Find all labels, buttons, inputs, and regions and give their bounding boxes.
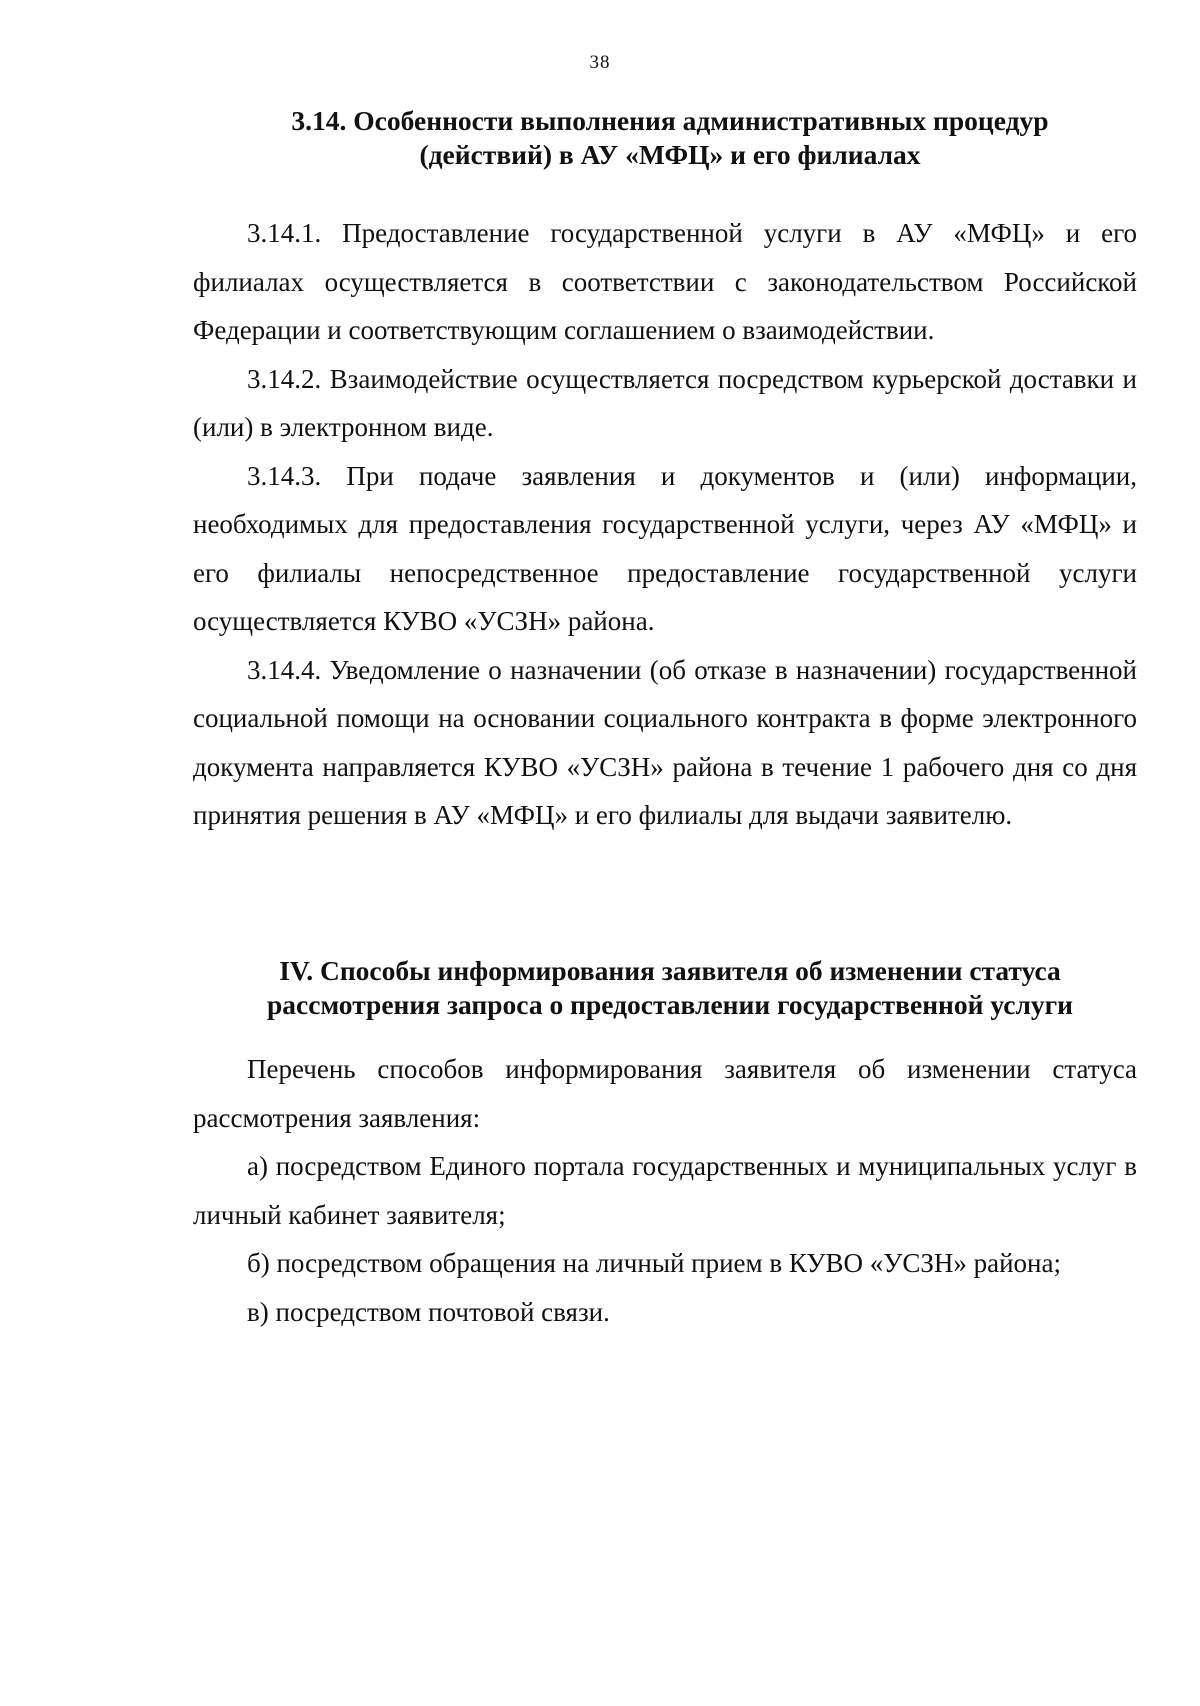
section-iv-heading-line-2: рассмотрения запроса о предоставлении государственной услуги xyxy=(266,989,1073,1020)
section-iv-heading-line-1: IV. Способы информирования заявителя об изменении статуса xyxy=(279,955,1061,986)
list-item-b: б) посредством обращения на личный прием в КУВО «УСЗН» района; xyxy=(247,1248,1061,1278)
paragraph-3-14-2: 3.14.2. Взаимодействие осуществляется посредством курьерской доставки и (или) в электронном виде. xyxy=(193,363,1137,442)
list-item-c: в) посредством почтовой связи. xyxy=(247,1296,610,1327)
section-3-14-body xyxy=(193,209,1137,840)
section-3-14-heading xyxy=(190,104,1150,172)
section-3-14-heading-line-2: (действий) в АУ «МФЦ» и его филиалах xyxy=(419,139,921,170)
page-number: 38 xyxy=(589,52,611,73)
section-3-14-heading-line-1: 3.14. Особенности выполнения административных процедур xyxy=(291,105,1049,136)
paragraph-3-14-4: 3.14.4. Уведомление о назначении (об отказе в назначении) государственной социальной помощи на основании социального контракта в форме электронного документа направляется КУВО «УСЗН» района в течение 1 рабочего дня со дня принятия решения в АУ «МФЦ» и его филиалы для выдачи заявителю. xyxy=(193,654,1137,830)
list-item-a: а) посредством Единого портала государственных и муниципальных услуг в личный кабинет заявителя; xyxy=(193,1151,1137,1230)
section-iv-heading xyxy=(190,954,1150,1022)
section-iv-body xyxy=(193,1045,1137,1336)
paragraph-3-14-3: 3.14.3. При подаче заявления и документов и (или) информации, необходимых для предоставления государственной услуги, через АУ «МФЦ» и его филиалы непосредственное предоставление государственной услуги осуществляется КУВО «УСЗН» района. xyxy=(193,460,1137,636)
section-iv-intro: Перечень способов информирования заявителя об изменении статуса рассмотрения заявления: xyxy=(193,1054,1137,1133)
paragraph-3-14-1: 3.14.1. Предоставление государственной услуги в АУ «МФЦ» и его филиалах осуществляется в соответствии с законодательством Российской Федерации и соответствующим соглашением о взаимодействии. xyxy=(193,218,1137,345)
